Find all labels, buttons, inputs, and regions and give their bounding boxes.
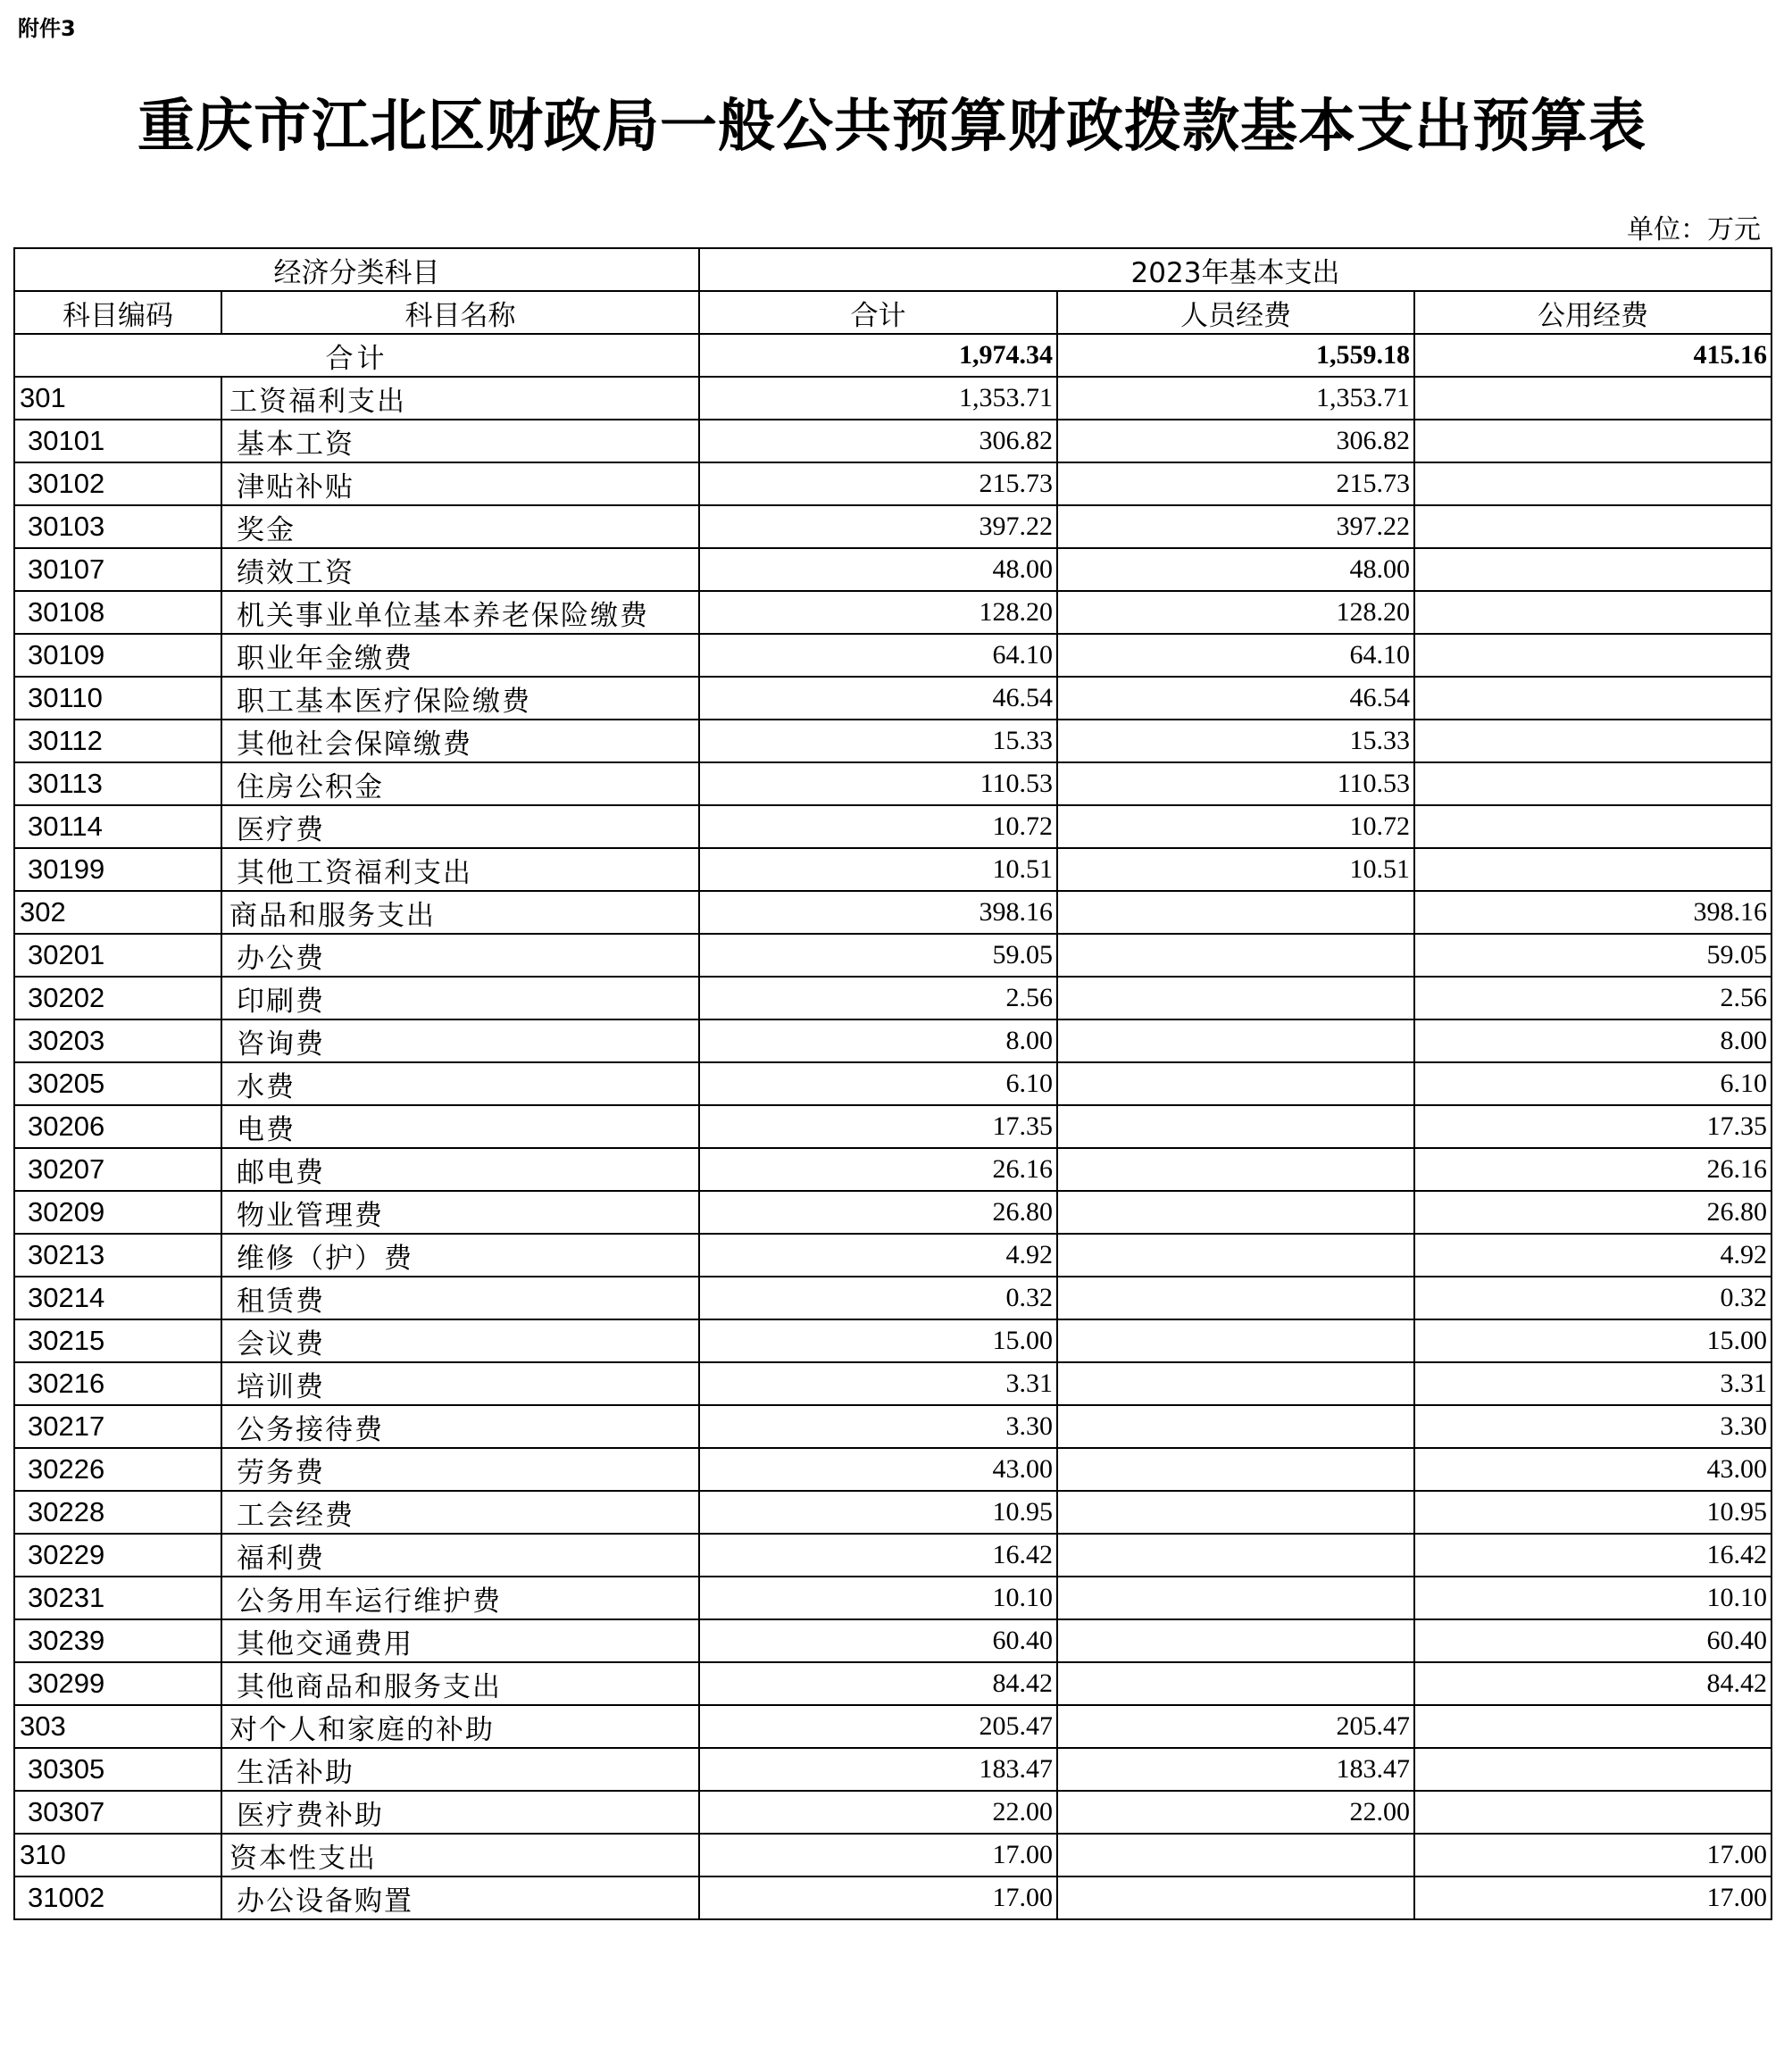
- row-total: 3.30: [699, 1405, 1057, 1448]
- row-code: 30206: [14, 1105, 221, 1148]
- row-public: 8.00: [1414, 1019, 1771, 1062]
- row-total: 10.95: [699, 1491, 1057, 1534]
- row-personnel: 397.22: [1057, 505, 1414, 548]
- row-total: 306.82: [699, 420, 1057, 462]
- row-name: 生活补助: [221, 1748, 699, 1791]
- row-name: 住房公积金: [221, 762, 699, 805]
- row-total: 17.35: [699, 1105, 1057, 1148]
- row-personnel: 48.00: [1057, 548, 1414, 591]
- row-personnel: 306.82: [1057, 420, 1414, 462]
- table-row: [14, 1834, 1771, 1876]
- row-personnel: 110.53: [1057, 762, 1414, 805]
- row-total: 43.00: [699, 1448, 1057, 1491]
- row-total: 110.53: [699, 762, 1057, 805]
- row-name: 租赁费: [221, 1277, 699, 1319]
- row-name: 办公费: [221, 934, 699, 977]
- table-row: [14, 1319, 1771, 1362]
- table-row: [14, 420, 1771, 462]
- row-public: [1414, 591, 1771, 634]
- row-code: 30109: [14, 634, 221, 677]
- row-personnel: [1057, 1019, 1414, 1062]
- row-code: 30209: [14, 1191, 221, 1234]
- row-personnel: [1057, 1191, 1414, 1234]
- header-public: 公用经费: [1414, 291, 1771, 334]
- row-public: [1414, 634, 1771, 677]
- table-row: [14, 591, 1771, 634]
- row-code: 30201: [14, 934, 221, 977]
- table-row: [14, 762, 1771, 805]
- row-total: 15.33: [699, 720, 1057, 762]
- table-row: [14, 1705, 1771, 1748]
- row-code: 31002: [14, 1876, 221, 1919]
- row-total: 84.42: [699, 1662, 1057, 1705]
- row-code: 30110: [14, 677, 221, 720]
- row-personnel: 1,353.71: [1057, 377, 1414, 420]
- table-row: [14, 1748, 1771, 1791]
- row-total: 0.32: [699, 1277, 1057, 1319]
- header-code: 科目编码: [14, 291, 221, 334]
- table-row: [14, 1491, 1771, 1534]
- row-code: 30239: [14, 1619, 221, 1662]
- table-row: [14, 1791, 1771, 1834]
- unit-label: 单位：万元: [1627, 214, 1761, 245]
- row-name: 津贴补贴: [221, 462, 699, 505]
- row-name: 奖金: [221, 505, 699, 548]
- row-total: 6.10: [699, 1062, 1057, 1105]
- row-personnel: [1057, 934, 1414, 977]
- table-row: [14, 977, 1771, 1019]
- row-total: 4.92: [699, 1234, 1057, 1277]
- row-total: 8.00: [699, 1019, 1057, 1062]
- row-code: 30305: [14, 1748, 221, 1791]
- row-name: 水费: [221, 1062, 699, 1105]
- row-public: 10.10: [1414, 1577, 1771, 1619]
- row-code: 30112: [14, 720, 221, 762]
- row-public: [1414, 377, 1771, 420]
- row-code: 30217: [14, 1405, 221, 1448]
- row-personnel: [1057, 1362, 1414, 1405]
- table-row: [14, 1619, 1771, 1662]
- row-public: [1414, 720, 1771, 762]
- row-total: 205.47: [699, 1705, 1057, 1748]
- row-public: 2.56: [1414, 977, 1771, 1019]
- header-basic-expenditure: 2023年基本支出: [699, 248, 1771, 291]
- header-name: 科目名称: [221, 291, 699, 334]
- row-total: 17.00: [699, 1876, 1057, 1919]
- row-public: 398.16: [1414, 891, 1771, 934]
- page-title: 重庆市江北区财政局一般公共预算财政拨款基本支出预算表: [138, 93, 1646, 160]
- table-row: [14, 1662, 1771, 1705]
- row-name: 工会经费: [221, 1491, 699, 1534]
- row-code: 30113: [14, 762, 221, 805]
- row-code: 30101: [14, 420, 221, 462]
- row-personnel: [1057, 1277, 1414, 1319]
- row-total: 128.20: [699, 591, 1057, 634]
- row-total: 397.22: [699, 505, 1057, 548]
- row-name: 邮电费: [221, 1148, 699, 1191]
- row-public: 3.31: [1414, 1362, 1771, 1405]
- row-public: [1414, 505, 1771, 548]
- table-row: [14, 677, 1771, 720]
- row-code: 30114: [14, 805, 221, 848]
- row-code: 30213: [14, 1234, 221, 1277]
- row-name: 福利费: [221, 1534, 699, 1577]
- row-personnel: 64.10: [1057, 634, 1414, 677]
- row-name: 培训费: [221, 1362, 699, 1405]
- table-row: [14, 1019, 1771, 1062]
- row-public: [1414, 462, 1771, 505]
- row-name: 其他社会保障缴费: [221, 720, 699, 762]
- table-row: [14, 505, 1771, 548]
- row-code: 30214: [14, 1277, 221, 1319]
- row-code: 302: [14, 891, 221, 934]
- row-public: 4.92: [1414, 1234, 1771, 1277]
- row-public: 6.10: [1414, 1062, 1771, 1105]
- row-personnel: 10.72: [1057, 805, 1414, 848]
- table-row: [14, 1191, 1771, 1234]
- row-public: [1414, 548, 1771, 591]
- row-public: [1414, 805, 1771, 848]
- row-code: 30102: [14, 462, 221, 505]
- row-name: 其他交通费用: [221, 1619, 699, 1662]
- row-personnel: [1057, 1619, 1414, 1662]
- row-total: 22.00: [699, 1791, 1057, 1834]
- row-public: 26.80: [1414, 1191, 1771, 1234]
- row-code: 30199: [14, 848, 221, 891]
- table-row: [14, 848, 1771, 891]
- total-row: [14, 334, 1771, 377]
- row-personnel: 183.47: [1057, 1748, 1414, 1791]
- row-personnel: 22.00: [1057, 1791, 1414, 1834]
- table-row: [14, 1876, 1771, 1919]
- row-name: 医疗费补助: [221, 1791, 699, 1834]
- row-public: [1414, 677, 1771, 720]
- row-total: 215.73: [699, 462, 1057, 505]
- row-name: 印刷费: [221, 977, 699, 1019]
- table-row: [14, 1062, 1771, 1105]
- row-total: 17.00: [699, 1834, 1057, 1876]
- row-name: 物业管理费: [221, 1191, 699, 1234]
- row-personnel: [1057, 1491, 1414, 1534]
- row-code: 30203: [14, 1019, 221, 1062]
- table-row: [14, 462, 1771, 505]
- total-row-personnel: 1,559.18: [1057, 334, 1414, 377]
- row-name: 对个人和家庭的补助: [221, 1705, 699, 1748]
- row-name: 基本工资: [221, 420, 699, 462]
- row-public: 26.16: [1414, 1148, 1771, 1191]
- table-row: [14, 934, 1771, 977]
- row-personnel: [1057, 1577, 1414, 1619]
- row-personnel: 128.20: [1057, 591, 1414, 634]
- row-personnel: [1057, 1534, 1414, 1577]
- row-name: 资本性支出: [221, 1834, 699, 1876]
- row-name: 其他工资福利支出: [221, 848, 699, 891]
- header-total: 合计: [699, 291, 1057, 334]
- row-personnel: [1057, 1662, 1414, 1705]
- row-code: 30226: [14, 1448, 221, 1491]
- row-total: 10.51: [699, 848, 1057, 891]
- row-code: 310: [14, 1834, 221, 1876]
- total-row-label: 合计: [14, 334, 699, 377]
- table-row: [14, 1534, 1771, 1577]
- row-code: 30228: [14, 1491, 221, 1534]
- table-row: [14, 1105, 1771, 1148]
- row-total: 26.80: [699, 1191, 1057, 1234]
- row-personnel: [1057, 1405, 1414, 1448]
- row-code: 30215: [14, 1319, 221, 1362]
- row-personnel: 10.51: [1057, 848, 1414, 891]
- row-code: 303: [14, 1705, 221, 1748]
- row-total: 60.40: [699, 1619, 1057, 1662]
- row-personnel: [1057, 1148, 1414, 1191]
- row-name: 会议费: [221, 1319, 699, 1362]
- table-row: [14, 1234, 1771, 1277]
- row-total: 16.42: [699, 1534, 1057, 1577]
- row-public: [1414, 1791, 1771, 1834]
- row-public: 10.95: [1414, 1491, 1771, 1534]
- row-total: 59.05: [699, 934, 1057, 977]
- row-personnel: [1057, 977, 1414, 1019]
- row-name: 医疗费: [221, 805, 699, 848]
- row-code: 30207: [14, 1148, 221, 1191]
- row-total: 398.16: [699, 891, 1057, 934]
- table-row: [14, 805, 1771, 848]
- row-public: 84.42: [1414, 1662, 1771, 1705]
- row-code: 30229: [14, 1534, 221, 1577]
- row-code: 30107: [14, 548, 221, 591]
- row-public: 59.05: [1414, 934, 1771, 977]
- row-public: 60.40: [1414, 1619, 1771, 1662]
- table-row: [14, 634, 1771, 677]
- row-public: [1414, 762, 1771, 805]
- table-row: [14, 1362, 1771, 1405]
- row-public: [1414, 1748, 1771, 1791]
- row-code: 30103: [14, 505, 221, 548]
- table-row: [14, 891, 1771, 934]
- row-name: 其他商品和服务支出: [221, 1662, 699, 1705]
- row-total: 183.47: [699, 1748, 1057, 1791]
- row-name: 职业年金缴费: [221, 634, 699, 677]
- row-name: 劳务费: [221, 1448, 699, 1491]
- table-row: [14, 1148, 1771, 1191]
- attachment-label: 附件3: [18, 16, 76, 41]
- row-personnel: [1057, 1876, 1414, 1919]
- table-row: [14, 377, 1771, 420]
- row-name: 办公设备购置: [221, 1876, 699, 1919]
- row-personnel: 46.54: [1057, 677, 1414, 720]
- row-code: 301: [14, 377, 221, 420]
- row-name: 公务用车运行维护费: [221, 1577, 699, 1619]
- header-personnel: 人员经费: [1057, 291, 1414, 334]
- row-name: 机关事业单位基本养老保险缴费: [221, 591, 699, 634]
- row-code: 30307: [14, 1791, 221, 1834]
- row-personnel: [1057, 1062, 1414, 1105]
- row-name: 绩效工资: [221, 548, 699, 591]
- header-economic-category: 经济分类科目: [14, 248, 699, 291]
- row-name: 维修（护）费: [221, 1234, 699, 1277]
- row-code: 30216: [14, 1362, 221, 1405]
- row-total: 10.72: [699, 805, 1057, 848]
- row-total: 64.10: [699, 634, 1057, 677]
- row-personnel: [1057, 1448, 1414, 1491]
- row-public: 17.00: [1414, 1834, 1771, 1876]
- row-name: 公务接待费: [221, 1405, 699, 1448]
- row-code: 30231: [14, 1577, 221, 1619]
- table-row: [14, 720, 1771, 762]
- row-total: 10.10: [699, 1577, 1057, 1619]
- row-public: 16.42: [1414, 1534, 1771, 1577]
- row-code: 30202: [14, 977, 221, 1019]
- total-row-total: 1,974.34: [699, 334, 1057, 377]
- row-public: 17.00: [1414, 1876, 1771, 1919]
- row-name: 职工基本医疗保险缴费: [221, 677, 699, 720]
- row-total: 15.00: [699, 1319, 1057, 1362]
- row-code: 30108: [14, 591, 221, 634]
- table-row: [14, 1577, 1771, 1619]
- table-row: [14, 1277, 1771, 1319]
- row-code: 30205: [14, 1062, 221, 1105]
- row-name: 工资福利支出: [221, 377, 699, 420]
- row-personnel: [1057, 891, 1414, 934]
- row-public: [1414, 848, 1771, 891]
- row-name: 电费: [221, 1105, 699, 1148]
- row-total: 26.16: [699, 1148, 1057, 1191]
- row-total: 2.56: [699, 977, 1057, 1019]
- row-code: 30299: [14, 1662, 221, 1705]
- row-public: 43.00: [1414, 1448, 1771, 1491]
- budget-table: [13, 247, 1772, 1920]
- row-personnel: [1057, 1234, 1414, 1277]
- row-total: 48.00: [699, 548, 1057, 591]
- row-personnel: 15.33: [1057, 720, 1414, 762]
- row-public: 0.32: [1414, 1277, 1771, 1319]
- row-name: 咨询费: [221, 1019, 699, 1062]
- row-total: 1,353.71: [699, 377, 1057, 420]
- row-personnel: [1057, 1105, 1414, 1148]
- header-column-row: [14, 291, 1771, 334]
- table-row: [14, 548, 1771, 591]
- row-personnel: [1057, 1834, 1414, 1876]
- row-public: [1414, 1705, 1771, 1748]
- row-public: 3.30: [1414, 1405, 1771, 1448]
- row-public: [1414, 420, 1771, 462]
- row-name: 商品和服务支出: [221, 891, 699, 934]
- row-total: 3.31: [699, 1362, 1057, 1405]
- row-public: 17.35: [1414, 1105, 1771, 1148]
- row-total: 46.54: [699, 677, 1057, 720]
- row-personnel: 215.73: [1057, 462, 1414, 505]
- total-row-public: 415.16: [1414, 334, 1771, 377]
- table-row: [14, 1405, 1771, 1448]
- row-personnel: [1057, 1319, 1414, 1362]
- header-group-row: [14, 248, 1771, 291]
- table-row: [14, 1448, 1771, 1491]
- row-public: 15.00: [1414, 1319, 1771, 1362]
- row-personnel: 205.47: [1057, 1705, 1414, 1748]
